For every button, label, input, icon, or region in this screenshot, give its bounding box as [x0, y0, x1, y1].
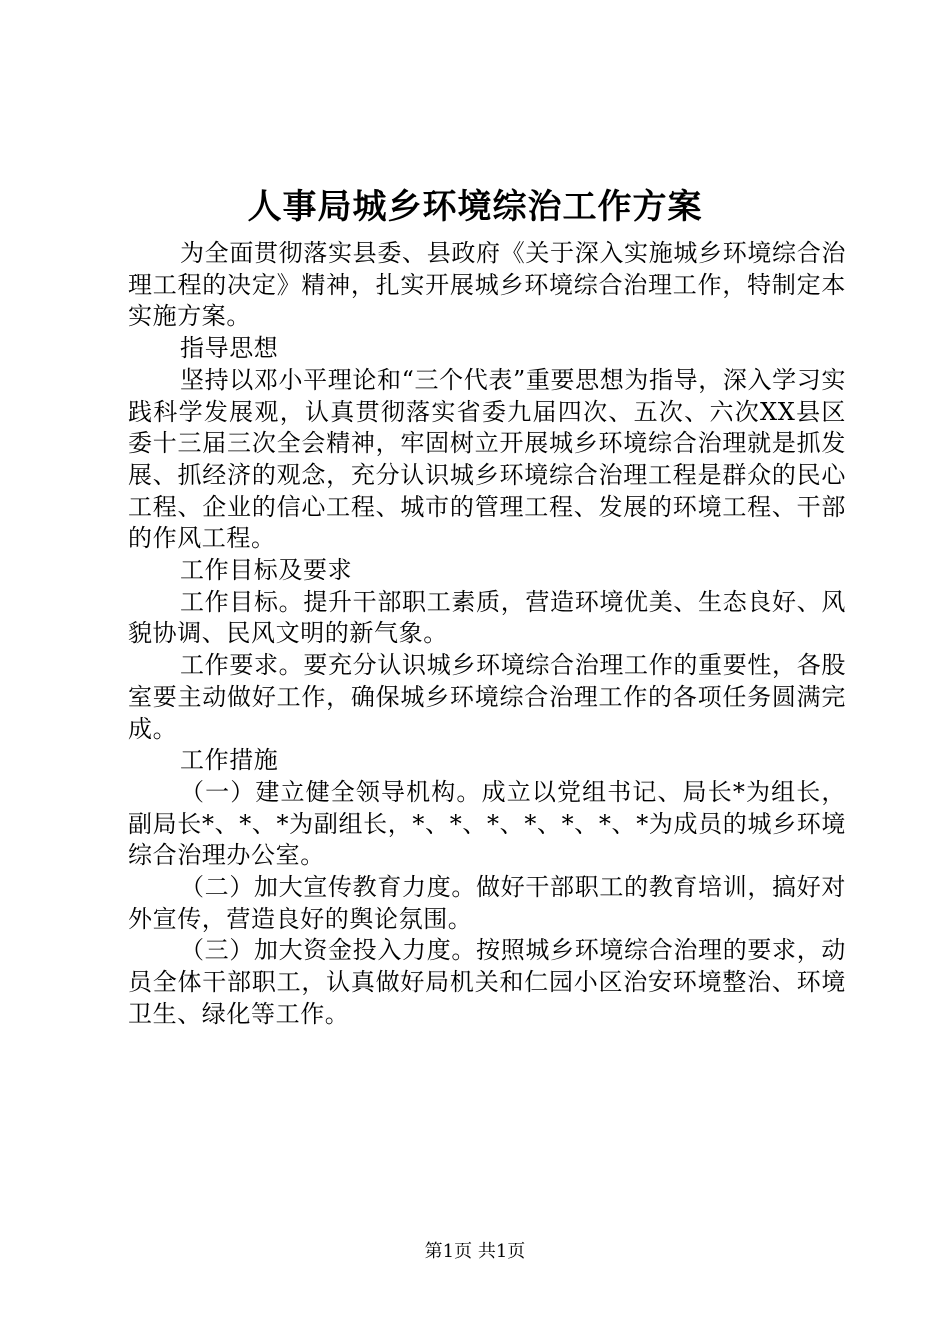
measure-paragraph-3: （三）加大资金投入力度。按照城乡环境综合治理的要求，动员全体干部职工，认真做好局机关和仁园小区治安环境整治、环境卫生、绿化等工作。 [128, 936, 846, 1028]
section-heading-guiding-ideology: 指导思想 [180, 334, 279, 363]
measure-paragraph-1: （一）建立健全领导机构。成立以党组书记、局长*为组长，副局长*、*、*为副组长，*、*、*、*、*、*、*为成员的城乡环境综合治理办公室。 [128, 777, 846, 870]
measure-paragraph-2: （二）加大宣传教育力度。做好干部职工的教育培训，搞好对外宣传，营造良好的舆论氛围。 [128, 873, 846, 933]
intro-paragraph: 为全面贯彻落实县委、县政府《关于深入实施城乡环境综合治理工程的决定》精神，扎实开展城乡环境综合治理工作，特制定本实施方案。 [128, 239, 846, 331]
goals-paragraph: 工作目标。提升干部职工素质，营造环境优美、生态良好、风貌协调、民风文明的新气象。 [128, 587, 846, 648]
section-heading-measures: 工作措施 [180, 746, 279, 775]
document-body [128, 238, 846, 1031]
guiding-ideology-paragraph: 坚持以邓小平理论和“三个代表”重要思想为指导，深入学习实践科学发展观，认真贯彻落实省委九届四次、五次、六次XX县区委十三届三次全会精神，牢固树立开展城乡环境综合治理就是抓发展、抓经济的观念，充分认识城乡环境综合治理工程是群众的民心工程、企业的信心工程、城市的管理工程、发展的环境工程、干部的作风工程。 [128, 365, 846, 553]
section-heading-goals: 工作目标及要求 [180, 556, 353, 585]
requirements-paragraph: 工作要求。要充分认识城乡环境综合治理工作的重要性，各股室要主动做好工作，确保城乡环境综合治理工作的各项任务圆满完成。 [128, 651, 846, 743]
document-title: 人事局城乡环境综治工作方案 [247, 187, 703, 227]
page-footer: 第1页 共1页 [424, 1241, 526, 1262]
